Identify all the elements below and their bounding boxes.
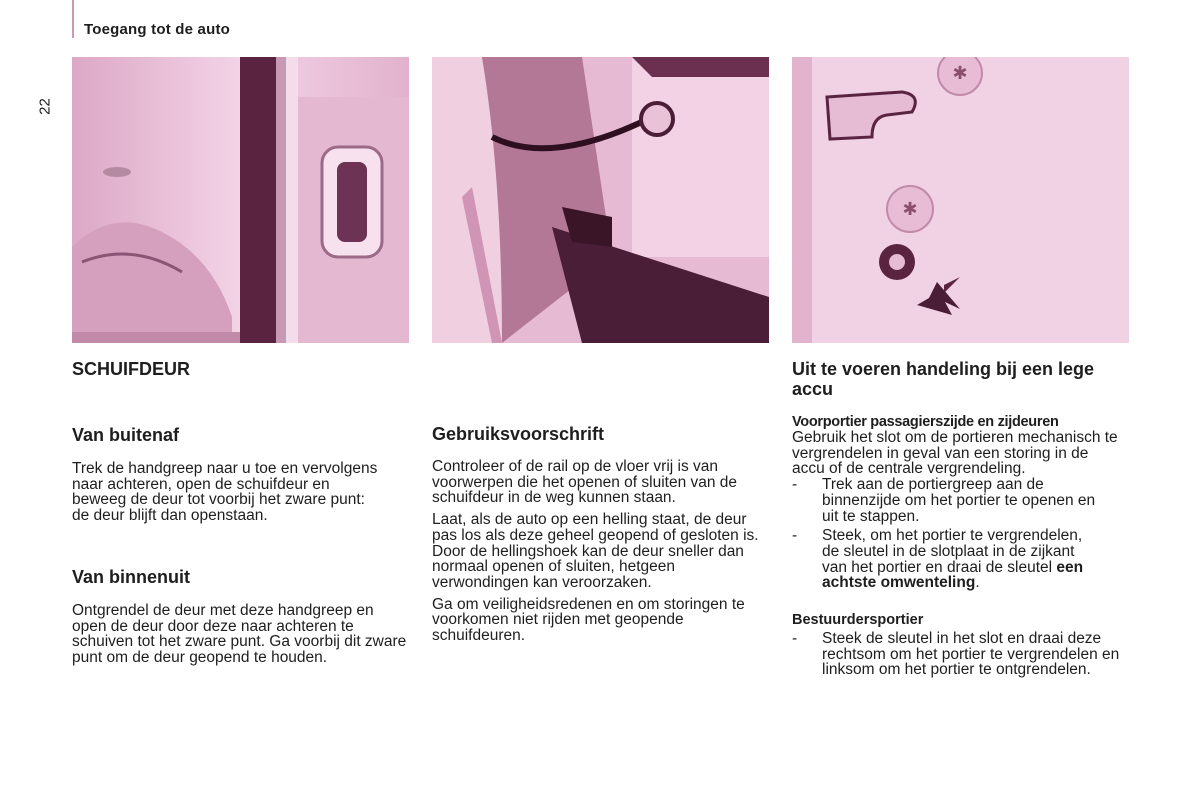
illustration-door-rail	[432, 57, 769, 343]
column-empty-battery	[792, 356, 1137, 678]
svg-text:✱: ✱	[952, 63, 968, 83]
passenger-steps	[792, 477, 1137, 591]
section-title-sliding-door: SCHUIFDEUR	[72, 359, 191, 379]
list-item: - Steek de sleutel in het slot en draai deze rechtsom om het portier te vergrendelen en linksom om het portier te ontgrendelen.	[792, 631, 1122, 678]
heading-usage: Gebruiksvoorschrift	[432, 424, 605, 444]
illustration-lock-plate	[792, 57, 1129, 343]
usage-paragraph-1: Controleer of de rail op de vloer vrij is van voorwerpen die het openen of sluiten van de schuifdeur in de weg kunnen staan.	[432, 458, 738, 507]
page-header-title: Toegang tot de auto	[84, 21, 231, 38]
heading-passenger-doors: Voorportier passagierszijde en zijdeuren	[792, 414, 1059, 430]
svg-text:✱: ✱	[902, 199, 918, 219]
list-item: - Steek, om het portier te vergrendelen, de sleutel in de slotplaat in de zijkant van het portier en draai de sleutel een achtste omwenteling.	[792, 528, 1092, 591]
passenger-intro: Gebruik het slot om de portieren mechanisch te vergrendelen in geval van een storing in de accu of de centrale vergrendeling.	[792, 429, 1118, 478]
usage-paragraph-2: Laat, als de auto op een helling staat, de deur pas los als deze geheel geopend of gesloten is. Door de hellingshoek kan de deur sneller dan normaal openen of sluiten, hetgeen verwondingen kan veroorzaken.	[432, 511, 759, 591]
text-from-inside: Ontgrendel de deur met deze handgreep en open de deur door deze naar achteren te schuiven tot het zware punt. Ga voorbij dit zware punt om de deur geopend te houden.	[72, 601, 407, 666]
header-accent-bar	[72, 0, 74, 38]
page-number: 22	[36, 98, 54, 115]
text-from-outside: Trek de handgreep naar u toe en vervolgens naar achteren, open de schuifdeur en beweeg de deur tot voorbij het zware punt: de deur blijft dan openstaan.	[72, 460, 378, 525]
list-item: - Trek aan de portiergreep aan de binnenzijde om het portier te openen en uit te stappen.	[792, 477, 1107, 524]
heading-driver-door: Bestuurdersportier	[792, 612, 924, 629]
column-usage	[432, 356, 772, 644]
illustration-sliding-door-outside	[72, 57, 409, 343]
usage-paragraph-3: Ga om veiligheidsredenen en om storingen te voorkomen niet rijden met geopende schuifdeuren.	[432, 595, 745, 645]
column-sliding-door	[72, 356, 412, 666]
section-title-empty-battery: Uit te voeren handeling bij een lege accu	[792, 359, 1095, 399]
heading-from-inside: Van binnenuit	[72, 566, 191, 587]
driver-steps	[792, 631, 1137, 678]
heading-from-outside: Van buitenaf	[72, 425, 180, 445]
